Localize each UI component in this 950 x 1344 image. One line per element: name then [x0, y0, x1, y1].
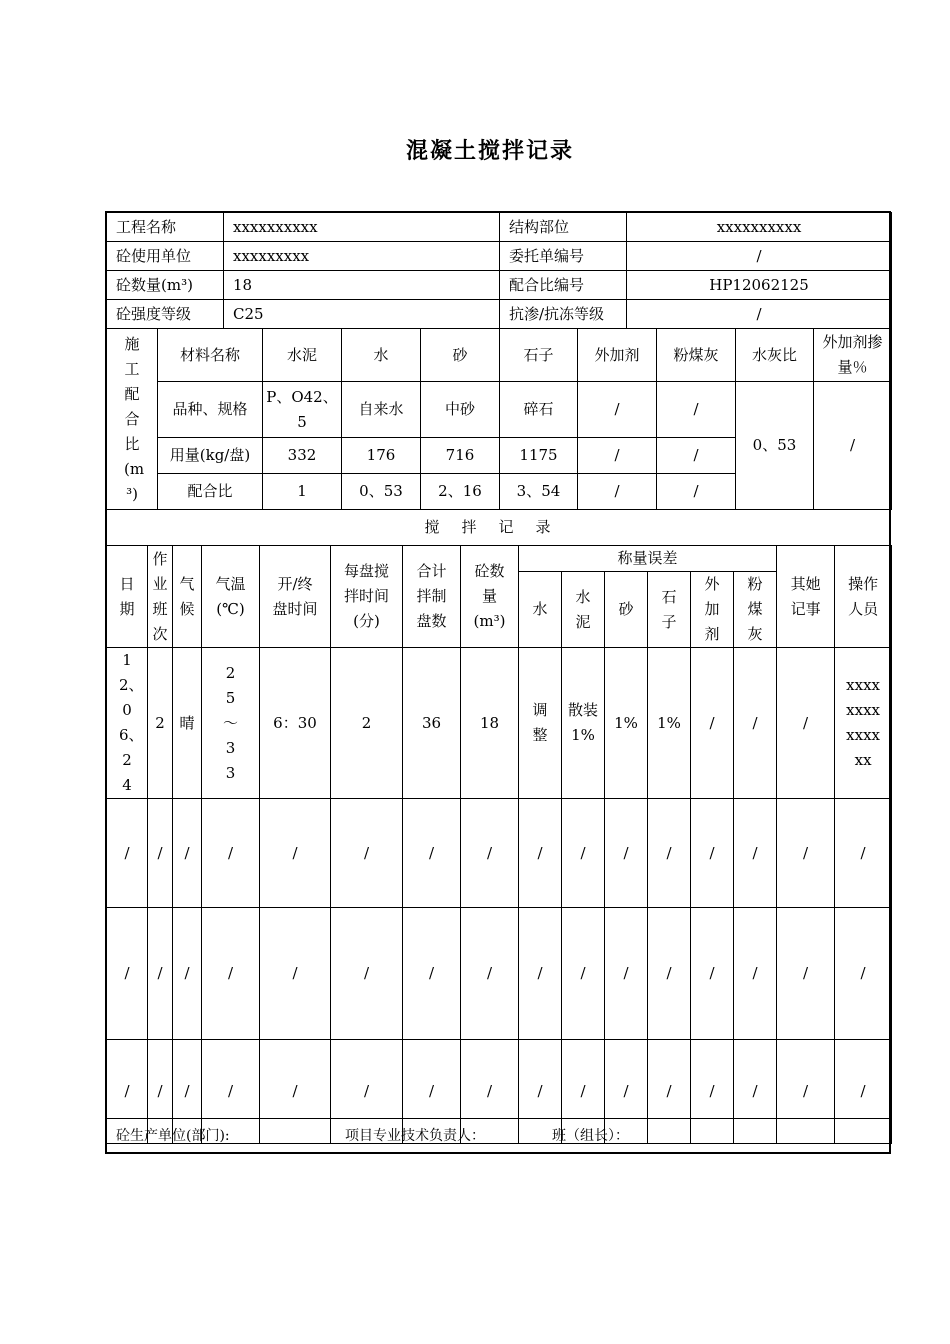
mix-cell: / [578, 382, 657, 438]
footer-row [107, 1119, 891, 1154]
page-title: 混凝土搅拌记录 [405, 138, 574, 164]
record-cell: 18 [461, 648, 519, 799]
record-cell: / [648, 799, 691, 908]
mix-header: 水泥 [263, 329, 342, 382]
mix-cell: 0、53 [342, 474, 421, 510]
project-label: 工程名称 [107, 213, 224, 242]
record-cell: / [605, 1040, 648, 1144]
mix-cell: 1 [263, 474, 342, 510]
record-cell: 2 [331, 648, 403, 799]
producer-label: 砼生产单位(部门): [116, 1127, 230, 1144]
record-cell: / [173, 799, 202, 908]
table-row [107, 908, 892, 1040]
record-cell: / [691, 799, 734, 908]
strength-label: 砼强度等级 [107, 300, 224, 329]
mix-cell: 品种、规格 [158, 382, 263, 438]
header-volume: 砼数量(m³) [461, 546, 519, 648]
record-cell: / [562, 799, 605, 908]
mix-cell: 716 [421, 438, 500, 474]
section-title-table [106, 509, 891, 546]
record-cell: / [835, 1040, 892, 1144]
entrust-value: / [627, 242, 892, 271]
header-weather: 气候 [173, 546, 202, 648]
structure-value: xxxxxxxxxx [627, 213, 892, 242]
record-cell: / [202, 1040, 260, 1144]
mix-cell: / [657, 438, 736, 474]
mix-header: 外加剂 [578, 329, 657, 382]
mix-no-value: HP12062125 [627, 271, 892, 300]
mix-side-label: 施工配合比(m³) [107, 329, 158, 510]
mix-cell: 1175 [500, 438, 578, 474]
record-cell: / [148, 908, 173, 1040]
record-cell: 1% [648, 648, 691, 799]
mix-cell: / [657, 474, 736, 510]
mix-cell: P、O42、5 [263, 382, 342, 438]
record-cell: / [148, 1040, 173, 1144]
record-cell: / [562, 1040, 605, 1144]
mix-cell: 自来水 [342, 382, 421, 438]
record-cell: 25～33 [202, 648, 260, 799]
mix-header: 粉煤灰 [657, 329, 736, 382]
record-cell: 12、06、24 [107, 648, 148, 799]
record-cell: / [777, 648, 835, 799]
table-row [107, 648, 892, 799]
record-cell: / [519, 799, 562, 908]
mix-cell: / [657, 382, 736, 438]
record-cell: / [202, 799, 260, 908]
mix-cell: 176 [342, 438, 421, 474]
record-cell: / [777, 908, 835, 1040]
mix-cell: 332 [263, 438, 342, 474]
volume-value: 18 [224, 271, 500, 300]
mix-header: 水灰比 [736, 329, 814, 382]
mix-cell: / [578, 474, 657, 510]
record-cell: / [173, 1040, 202, 1144]
header-temp: 气温(℃) [202, 546, 260, 648]
record-cell: / [734, 1040, 777, 1144]
record-cell: / [403, 1040, 461, 1144]
record-cell: / [331, 799, 403, 908]
record-cell: / [202, 908, 260, 1040]
footer-table [106, 1118, 891, 1154]
record-cell: / [148, 799, 173, 908]
record-cell: / [734, 799, 777, 908]
record-cell: / [777, 1040, 835, 1144]
mix-header: 外加剂掺量％ [814, 329, 892, 382]
seepage-label: 抗渗/抗冻等级 [500, 300, 627, 329]
record-cell: / [519, 908, 562, 1040]
mix-cell: 用量(kg/盘) [158, 438, 263, 474]
record-cell: / [107, 799, 148, 908]
strength-value: C25 [224, 300, 500, 329]
record-cell: / [648, 1040, 691, 1144]
record-cell: / [260, 799, 331, 908]
mix-cell: / [578, 438, 657, 474]
record-cell: / [403, 799, 461, 908]
record-cell: / [691, 648, 734, 799]
mix-header: 材料名称 [158, 329, 263, 382]
record-cell: / [777, 799, 835, 908]
info-table [106, 212, 892, 329]
additive-pct-value: / [814, 382, 892, 510]
structure-label: 结构部位 [500, 213, 627, 242]
record-cell: 调整 [519, 648, 562, 799]
mix-table [106, 328, 892, 510]
record-cell: xxxxxxxxxxxxxx [835, 648, 892, 799]
unit-label: 砼使用单位 [107, 242, 224, 271]
mix-cell: 配合比 [158, 474, 263, 510]
record-cell: 2 [148, 648, 173, 799]
header-operator: 操作人员 [835, 546, 892, 648]
header-time: 开/终盘时间 [260, 546, 331, 648]
record-cell: / [461, 908, 519, 1040]
record-cell: 散装1% [562, 648, 605, 799]
record-cell: / [648, 908, 691, 1040]
record-cell: 6：30 [260, 648, 331, 799]
record-cell: / [519, 1040, 562, 1144]
mix-cell: 中砂 [421, 382, 500, 438]
record-cell: / [173, 908, 202, 1040]
header-mix-time: 每盘搅拌时间(分) [331, 546, 403, 648]
header-err-col: 石子 [648, 572, 691, 648]
record-cell: / [107, 908, 148, 1040]
header-other: 其她记事 [777, 546, 835, 648]
record-cell: 1% [605, 648, 648, 799]
record-cell: / [835, 908, 892, 1040]
mix-cell: 碎石 [500, 382, 578, 438]
unit-value: xxxxxxxxx [224, 242, 500, 271]
record-cell: / [331, 1040, 403, 1144]
header-err-col: 外加剂 [691, 572, 734, 648]
records-table [106, 545, 892, 1144]
header-err-col: 粉煤灰 [734, 572, 777, 648]
team-lead-label: 班（组长）： [552, 1127, 629, 1144]
record-cell: / [734, 648, 777, 799]
record-cell: / [562, 908, 605, 1040]
record-cell: / [461, 1040, 519, 1144]
record-cell: / [403, 908, 461, 1040]
header-err-col: 水 [519, 572, 562, 648]
header-error: 称量误差 [519, 546, 777, 572]
record-cell: / [835, 799, 892, 908]
record-cell: / [260, 1040, 331, 1144]
mix-header: 砂 [421, 329, 500, 382]
header-date: 日期 [107, 546, 148, 648]
header-shift: 作业班次 [148, 546, 173, 648]
header-err-col: 砂 [605, 572, 648, 648]
record-cell: / [107, 1040, 148, 1144]
record-cell: 36 [403, 648, 461, 799]
record-cell: / [461, 799, 519, 908]
tech-lead-label: 项目专业技术负责人： [345, 1127, 485, 1144]
record-cell: / [331, 908, 403, 1040]
mix-header: 水 [342, 329, 421, 382]
mix-cell: 2、16 [421, 474, 500, 510]
record-cell: / [691, 908, 734, 1040]
section-title: 搅拌记录 [107, 510, 891, 546]
header-total: 合计拌制盘数 [403, 546, 461, 648]
mix-cell: 3、54 [500, 474, 578, 510]
seepage-value: / [627, 300, 892, 329]
record-cell: / [605, 908, 648, 1040]
mix-no-label: 配合比编号 [500, 271, 627, 300]
record-cell: / [605, 799, 648, 908]
header-err-col: 水泥 [562, 572, 605, 648]
mix-header: 石子 [500, 329, 578, 382]
table-row [107, 799, 892, 908]
wc-ratio-value: 0、53 [736, 382, 814, 510]
record-cell: 晴 [173, 648, 202, 799]
project-value: xxxxxxxxxx [224, 213, 500, 242]
record-cell: / [260, 908, 331, 1040]
record-cell: / [734, 908, 777, 1040]
volume-label: 砼数量(m³) [107, 271, 224, 300]
entrust-label: 委托单编号 [500, 242, 627, 271]
record-cell: / [691, 1040, 734, 1144]
